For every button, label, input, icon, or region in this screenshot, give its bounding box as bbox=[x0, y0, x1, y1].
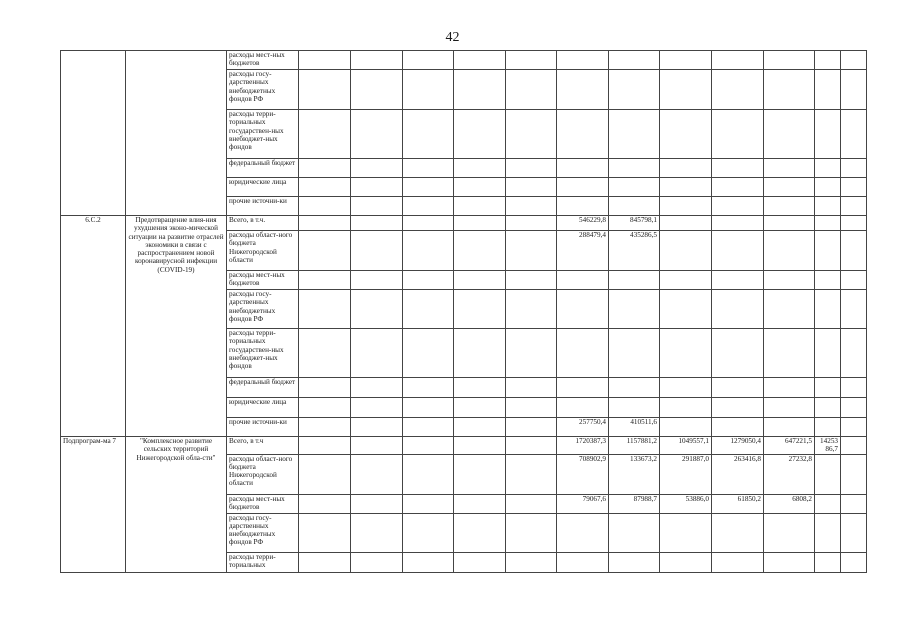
value-cell bbox=[609, 513, 660, 552]
funding-source: юридические лица bbox=[227, 398, 299, 418]
value-cell: 435286,5 bbox=[609, 231, 660, 271]
value-cell bbox=[351, 437, 403, 455]
value-cell bbox=[299, 178, 351, 197]
value-cell bbox=[841, 70, 867, 110]
value-cell bbox=[299, 398, 351, 418]
budget-table bbox=[60, 50, 867, 573]
value-cell bbox=[609, 70, 660, 110]
value-cell bbox=[609, 552, 660, 572]
value-cell bbox=[712, 513, 764, 552]
value-cell bbox=[660, 290, 712, 329]
value-cell bbox=[403, 454, 454, 494]
value-cell bbox=[609, 197, 660, 216]
value-cell bbox=[815, 290, 841, 329]
funding-source: расходы област-ного бюджета Нижегородской области bbox=[227, 231, 299, 271]
value-cell bbox=[712, 51, 764, 70]
value-cell bbox=[454, 197, 506, 216]
table-row bbox=[61, 216, 867, 231]
value-cell bbox=[815, 110, 841, 159]
value-cell bbox=[557, 197, 609, 216]
section-name: Предотвращение влия-ния ухудшения эконо-мической ситуации на развитие отраслей экономики в связи с распространением новой коронавирусной инфекции (COVID-19) bbox=[126, 216, 227, 437]
value-cell bbox=[841, 216, 867, 231]
value-cell bbox=[299, 70, 351, 110]
value-cell bbox=[351, 290, 403, 329]
value-cell bbox=[403, 552, 454, 572]
value-cell: 1279050,4 bbox=[712, 437, 764, 455]
value-cell bbox=[506, 271, 557, 290]
value-cell bbox=[764, 197, 815, 216]
value-cell bbox=[506, 231, 557, 271]
value-cell bbox=[815, 398, 841, 418]
value-cell bbox=[841, 231, 867, 271]
value-cell: 546229,8 bbox=[557, 216, 609, 231]
value-cell bbox=[841, 494, 867, 513]
value-cell bbox=[299, 494, 351, 513]
value-cell bbox=[454, 159, 506, 178]
funding-source: расходы госу-дарственных внебюджетных фондов РФ bbox=[227, 70, 299, 110]
value-cell bbox=[712, 418, 764, 437]
value-cell bbox=[403, 290, 454, 329]
value-cell bbox=[609, 110, 660, 159]
value-cell bbox=[454, 398, 506, 418]
value-cell bbox=[841, 378, 867, 398]
value-cell bbox=[557, 271, 609, 290]
value-cell bbox=[351, 271, 403, 290]
value-cell: 257750,4 bbox=[557, 418, 609, 437]
value-cell bbox=[506, 178, 557, 197]
value-cell: 61850,2 bbox=[712, 494, 764, 513]
value-cell: 53886,0 bbox=[660, 494, 712, 513]
funding-source: федеральный бюджет bbox=[227, 378, 299, 398]
value-cell bbox=[712, 290, 764, 329]
value-cell bbox=[403, 329, 454, 378]
value-cell bbox=[403, 378, 454, 398]
value-cell bbox=[660, 329, 712, 378]
table-row bbox=[61, 51, 867, 70]
value-cell: 845798,1 bbox=[609, 216, 660, 231]
value-cell bbox=[299, 231, 351, 271]
value-cell bbox=[609, 329, 660, 378]
value-cell bbox=[841, 178, 867, 197]
value-cell bbox=[841, 197, 867, 216]
funding-source: расходы мест-ных бюджетов bbox=[227, 271, 299, 290]
value-cell bbox=[454, 437, 506, 455]
value-cell bbox=[351, 454, 403, 494]
value-cell bbox=[557, 178, 609, 197]
value-cell bbox=[815, 159, 841, 178]
value-cell bbox=[815, 329, 841, 378]
value-cell bbox=[764, 51, 815, 70]
value-cell bbox=[506, 552, 557, 572]
value-cell bbox=[712, 552, 764, 572]
value-cell bbox=[506, 454, 557, 494]
value-cell bbox=[815, 216, 841, 231]
value-cell: 708902,9 bbox=[557, 454, 609, 494]
value-cell bbox=[351, 231, 403, 271]
value-cell bbox=[299, 513, 351, 552]
value-cell bbox=[764, 398, 815, 418]
value-cell bbox=[660, 231, 712, 271]
value-cell bbox=[815, 271, 841, 290]
value-cell bbox=[454, 494, 506, 513]
funding-source: расходы мест-ных бюджетов bbox=[227, 494, 299, 513]
value-cell bbox=[351, 70, 403, 110]
value-cell bbox=[841, 552, 867, 572]
value-cell bbox=[351, 110, 403, 159]
value-cell bbox=[351, 197, 403, 216]
value-cell bbox=[403, 110, 454, 159]
value-cell bbox=[403, 231, 454, 271]
funding-source: Всего, в т.ч. bbox=[227, 216, 299, 231]
value-cell bbox=[660, 513, 712, 552]
value-cell bbox=[557, 70, 609, 110]
value-cell bbox=[764, 290, 815, 329]
value-cell bbox=[764, 378, 815, 398]
value-cell bbox=[764, 552, 815, 572]
value-cell bbox=[403, 159, 454, 178]
value-cell bbox=[454, 231, 506, 271]
value-cell bbox=[351, 51, 403, 70]
funding-source: прочие источни-ки bbox=[227, 418, 299, 437]
value-cell bbox=[454, 329, 506, 378]
value-cell bbox=[299, 329, 351, 378]
funding-source: Всего, в т.ч bbox=[227, 437, 299, 455]
value-cell bbox=[660, 552, 712, 572]
value-cell bbox=[454, 513, 506, 552]
value-cell bbox=[841, 51, 867, 70]
section-name: "Комплексное развитие сельских территорий Нижегородской обла-сти" bbox=[126, 437, 227, 573]
value-cell bbox=[454, 378, 506, 398]
value-cell bbox=[403, 513, 454, 552]
value-cell: 1157881,2 bbox=[609, 437, 660, 455]
section-name bbox=[126, 51, 227, 216]
value-cell bbox=[841, 329, 867, 378]
value-cell bbox=[403, 197, 454, 216]
value-cell bbox=[351, 159, 403, 178]
value-cell bbox=[841, 159, 867, 178]
value-cell bbox=[815, 454, 841, 494]
value-cell bbox=[403, 216, 454, 231]
value-cell bbox=[660, 398, 712, 418]
value-cell: 263416,8 bbox=[712, 454, 764, 494]
value-cell bbox=[506, 437, 557, 455]
value-cell bbox=[403, 418, 454, 437]
value-cell bbox=[557, 378, 609, 398]
value-cell bbox=[506, 51, 557, 70]
value-cell: 1425386,7 bbox=[815, 437, 841, 455]
value-cell bbox=[403, 494, 454, 513]
value-cell bbox=[557, 398, 609, 418]
value-cell bbox=[454, 178, 506, 197]
value-cell bbox=[660, 216, 712, 231]
value-cell bbox=[454, 552, 506, 572]
section-code: 6.С.2 bbox=[61, 216, 126, 437]
value-cell bbox=[506, 418, 557, 437]
value-cell bbox=[841, 454, 867, 494]
value-cell bbox=[712, 70, 764, 110]
value-cell bbox=[454, 454, 506, 494]
value-cell bbox=[712, 271, 764, 290]
value-cell bbox=[351, 329, 403, 378]
funding-source: прочие источни-ки bbox=[227, 197, 299, 216]
value-cell bbox=[764, 329, 815, 378]
table-row bbox=[61, 437, 867, 455]
value-cell bbox=[815, 513, 841, 552]
value-cell bbox=[660, 110, 712, 159]
value-cell bbox=[506, 197, 557, 216]
value-cell bbox=[841, 271, 867, 290]
value-cell bbox=[660, 197, 712, 216]
value-cell bbox=[506, 398, 557, 418]
value-cell bbox=[841, 437, 867, 455]
value-cell: 133673,2 bbox=[609, 454, 660, 494]
value-cell bbox=[299, 216, 351, 231]
section-code bbox=[61, 51, 126, 216]
funding-source: расходы мест-ных бюджетов bbox=[227, 51, 299, 70]
value-cell: 288479,4 bbox=[557, 231, 609, 271]
value-cell bbox=[299, 437, 351, 455]
value-cell bbox=[403, 178, 454, 197]
value-cell bbox=[351, 494, 403, 513]
value-cell bbox=[764, 513, 815, 552]
value-cell bbox=[815, 51, 841, 70]
value-cell bbox=[299, 378, 351, 398]
value-cell bbox=[403, 271, 454, 290]
funding-source: расходы терри-ториальных bbox=[227, 552, 299, 572]
value-cell bbox=[609, 51, 660, 70]
value-cell bbox=[506, 378, 557, 398]
value-cell bbox=[609, 178, 660, 197]
value-cell bbox=[557, 110, 609, 159]
value-cell bbox=[660, 378, 712, 398]
value-cell bbox=[609, 290, 660, 329]
value-cell bbox=[712, 178, 764, 197]
value-cell bbox=[299, 552, 351, 572]
value-cell bbox=[815, 197, 841, 216]
value-cell bbox=[660, 178, 712, 197]
value-cell bbox=[506, 110, 557, 159]
value-cell bbox=[299, 290, 351, 329]
value-cell bbox=[506, 494, 557, 513]
value-cell: 1049557,1 bbox=[660, 437, 712, 455]
value-cell bbox=[815, 552, 841, 572]
value-cell bbox=[841, 418, 867, 437]
value-cell: 87988,7 bbox=[609, 494, 660, 513]
funding-source: расходы терри-ториальных государствен-ных внебюджет-ных фондов bbox=[227, 110, 299, 159]
value-cell bbox=[557, 290, 609, 329]
value-cell bbox=[660, 418, 712, 437]
value-cell bbox=[609, 398, 660, 418]
value-cell bbox=[454, 51, 506, 70]
funding-source: расходы госу-дарственных внебюджетных фондов РФ bbox=[227, 513, 299, 552]
value-cell: 647221,5 bbox=[764, 437, 815, 455]
value-cell bbox=[764, 70, 815, 110]
value-cell: 27232,8 bbox=[764, 454, 815, 494]
value-cell bbox=[351, 178, 403, 197]
value-cell bbox=[712, 231, 764, 271]
section-code: Подпрограм-ма 7 bbox=[61, 437, 126, 573]
value-cell bbox=[815, 418, 841, 437]
value-cell bbox=[506, 216, 557, 231]
value-cell bbox=[841, 110, 867, 159]
value-cell bbox=[764, 110, 815, 159]
funding-source: расходы терри-ториальных государствен-ных внебюджет-ных фондов bbox=[227, 329, 299, 378]
value-cell bbox=[815, 231, 841, 271]
value-cell bbox=[351, 552, 403, 572]
value-cell bbox=[506, 159, 557, 178]
value-cell bbox=[506, 329, 557, 378]
value-cell bbox=[764, 231, 815, 271]
value-cell bbox=[299, 51, 351, 70]
value-cell bbox=[712, 398, 764, 418]
value-cell bbox=[299, 159, 351, 178]
value-cell bbox=[557, 159, 609, 178]
value-cell bbox=[403, 398, 454, 418]
value-cell: 410511,6 bbox=[609, 418, 660, 437]
value-cell bbox=[764, 216, 815, 231]
value-cell bbox=[841, 398, 867, 418]
value-cell bbox=[557, 552, 609, 572]
value-cell: 1720387,3 bbox=[557, 437, 609, 455]
value-cell: 6808,2 bbox=[764, 494, 815, 513]
value-cell bbox=[557, 329, 609, 378]
value-cell bbox=[764, 159, 815, 178]
value-cell bbox=[841, 290, 867, 329]
funding-source: расходы госу-дарственных внебюджетных фондов РФ bbox=[227, 290, 299, 329]
value-cell bbox=[299, 271, 351, 290]
value-cell bbox=[454, 271, 506, 290]
value-cell bbox=[660, 159, 712, 178]
value-cell bbox=[557, 513, 609, 552]
value-cell bbox=[454, 290, 506, 329]
value-cell: 79067,6 bbox=[557, 494, 609, 513]
value-cell bbox=[609, 271, 660, 290]
value-cell bbox=[712, 159, 764, 178]
value-cell bbox=[764, 178, 815, 197]
value-cell bbox=[351, 398, 403, 418]
value-cell bbox=[299, 197, 351, 216]
value-cell bbox=[815, 378, 841, 398]
value-cell bbox=[506, 70, 557, 110]
value-cell bbox=[506, 290, 557, 329]
value-cell bbox=[351, 513, 403, 552]
value-cell bbox=[609, 159, 660, 178]
value-cell bbox=[557, 51, 609, 70]
value-cell bbox=[299, 110, 351, 159]
value-cell bbox=[841, 513, 867, 552]
funding-source: юридические лица bbox=[227, 178, 299, 197]
value-cell bbox=[712, 216, 764, 231]
value-cell bbox=[403, 51, 454, 70]
value-cell bbox=[299, 454, 351, 494]
value-cell bbox=[764, 418, 815, 437]
funding-source: федеральный бюджет bbox=[227, 159, 299, 178]
value-cell bbox=[506, 513, 557, 552]
value-cell bbox=[351, 216, 403, 231]
value-cell bbox=[403, 437, 454, 455]
value-cell bbox=[660, 271, 712, 290]
value-cell bbox=[712, 329, 764, 378]
value-cell bbox=[815, 494, 841, 513]
value-cell bbox=[815, 178, 841, 197]
value-cell bbox=[351, 378, 403, 398]
value-cell bbox=[712, 197, 764, 216]
value-cell: 291887,0 bbox=[660, 454, 712, 494]
value-cell bbox=[660, 51, 712, 70]
page-number: 42 bbox=[445, 30, 460, 45]
value-cell bbox=[660, 70, 712, 110]
value-cell bbox=[454, 70, 506, 110]
value-cell bbox=[712, 378, 764, 398]
value-cell bbox=[454, 216, 506, 231]
value-cell bbox=[454, 418, 506, 437]
value-cell bbox=[454, 110, 506, 159]
value-cell bbox=[609, 378, 660, 398]
value-cell bbox=[351, 418, 403, 437]
value-cell bbox=[764, 271, 815, 290]
value-cell bbox=[712, 110, 764, 159]
value-cell bbox=[815, 70, 841, 110]
value-cell bbox=[403, 70, 454, 110]
funding-source: расходы област-ного бюджета Нижегородской области bbox=[227, 454, 299, 494]
value-cell bbox=[299, 418, 351, 437]
budget-table-body bbox=[61, 51, 867, 573]
